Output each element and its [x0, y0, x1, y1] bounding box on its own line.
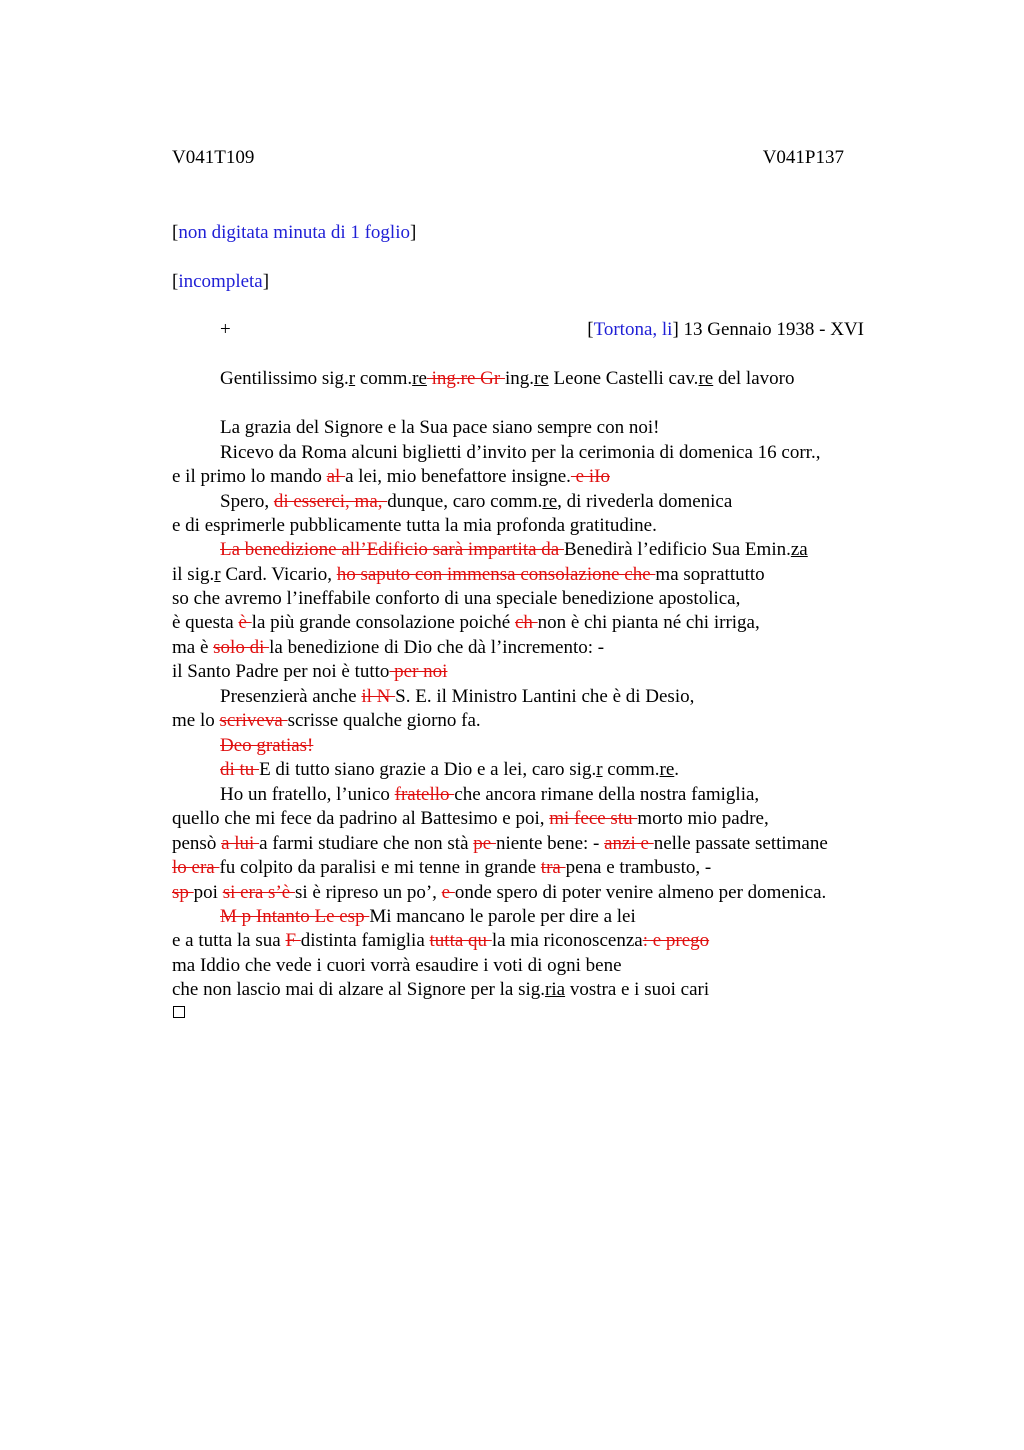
letter-text: e a tutta la sua: [172, 930, 286, 951]
deleted-text: fratello: [394, 784, 455, 805]
letter-text: Benedirà l’edificio Sua Emin.: [563, 539, 791, 560]
underlined-abbrev: r: [214, 564, 221, 585]
letter-text: Leone Castelli cav.: [548, 368, 699, 389]
letter-line: [172, 954, 622, 978]
letter-text: pensò: [172, 833, 222, 854]
letter-text: La grazia del Signore e la Sua pace siano sempre con noi!: [220, 417, 660, 438]
letter-text: S. E. il Ministro Lantini che è di Desio,: [395, 686, 695, 707]
deleted-text: di tu: [220, 759, 260, 780]
deleted-text: e: [441, 882, 455, 903]
letter-line: [172, 832, 828, 856]
letter-text: scrisse qualche giorno fa.: [287, 710, 481, 731]
deleted-text: di esserci, ma,: [273, 491, 388, 512]
note-minuta-text: non digitata minuta di 1 foglio: [178, 222, 410, 243]
letter-text: comm.: [355, 368, 413, 389]
letter-text: Presenzierà anche: [220, 686, 362, 707]
letter-text: non è chi pianta né chi irriga,: [537, 612, 760, 633]
underlined-abbrev: re: [542, 491, 558, 512]
deleted-text: Deo gratias!: [220, 735, 314, 756]
letter-text: quello che mi fece da padrino al Battesimo e poi,: [172, 808, 550, 829]
note-state: [incompleta]: [172, 271, 270, 292]
deleted-text: ho saputo con immensa consolazione che: [336, 564, 656, 585]
dateline: [Tortona, li] 13 Gennaio 1938 - XVI: [587, 319, 864, 340]
letter-text: che ancora rimane della nostra famiglia,: [454, 784, 760, 805]
letter-line: [220, 538, 808, 562]
end-box-mark: [173, 1006, 185, 1018]
letter-line: [220, 441, 820, 465]
letter-line: [172, 929, 709, 953]
letter-line: [220, 416, 659, 440]
letter-text: fu colpito da paralisi e mi tenne in grande: [219, 857, 541, 878]
letter-text: morto mio padre,: [637, 808, 769, 829]
letter-text: onde spero di poter venire almeno per domenica.: [454, 882, 827, 903]
letter-line: [220, 783, 759, 807]
underlined-abbrev: re: [534, 368, 549, 389]
deleted-text: tutta qu: [429, 930, 492, 951]
underlined-abbrev: r: [596, 759, 603, 780]
letter-line: [220, 905, 636, 929]
letter-text: poi: [193, 882, 223, 903]
underlined-abbrev: re: [659, 759, 675, 780]
letter-text: il sig.: [172, 564, 215, 585]
letter-line: [172, 514, 657, 538]
letter-text: , di rivederla domenica: [557, 491, 733, 512]
note-state-text: incompleta: [178, 271, 263, 292]
letter-line: [172, 563, 765, 587]
letter-text: la mia riconoscenza: [491, 930, 643, 951]
deleted-text: lo era: [172, 857, 220, 878]
letter-text: a lei, mio benefattore insigne.: [345, 466, 571, 487]
underlined-abbrev: r: [348, 368, 356, 389]
letter-text: Mi mancano le parole per dire a lei: [369, 906, 636, 927]
underlined-abbrev: ria: [545, 979, 566, 1000]
deleted-text: ing.re Gr: [426, 368, 505, 389]
letter-text: niente bene: -: [495, 833, 605, 854]
letter-line: [172, 978, 709, 1002]
letter-line: [172, 611, 760, 635]
deleted-text: anzi e: [604, 833, 654, 854]
letter-text: Ricevo da Roma alcuni biglietti d’invito per la cerimonia di domenica 16 corr.,: [220, 442, 821, 463]
deleted-text: scriveva: [219, 710, 288, 731]
underlined-abbrev: re: [698, 368, 714, 389]
letter-line: [172, 881, 826, 905]
letter-text: la più grande consolazione poiché: [251, 612, 515, 633]
deleted-text: è: [238, 612, 252, 633]
deleted-text: : e prego: [642, 930, 710, 951]
letter-text: ma soprattutto: [655, 564, 765, 585]
letter-text: Spero,: [220, 491, 274, 512]
letter-line: [220, 758, 679, 782]
deleted-text: al: [326, 466, 346, 487]
date-place: Tortona, li: [593, 319, 673, 340]
letter-text: distinta famiglia: [300, 930, 430, 951]
letter-text: comm.: [602, 759, 660, 780]
letter-line: [172, 636, 604, 660]
letter-text: Gentilissimo sig.: [220, 368, 349, 389]
letter-text: Card. Vicario,: [220, 564, 337, 585]
letter-text: ing.: [504, 368, 535, 389]
date-value: 13 Gennaio 1938 - XVI: [683, 319, 864, 340]
letter-text: a farmi studiare che non stà: [259, 833, 474, 854]
deleted-text: F: [285, 930, 301, 951]
letter-text: .: [674, 759, 680, 780]
letter-line: [172, 807, 769, 831]
letter-text: me lo: [172, 710, 220, 731]
deleted-text: ch: [514, 612, 538, 633]
letter-text: dunque, caro comm.: [387, 491, 543, 512]
letter-line: [220, 367, 794, 391]
letter-line: [172, 660, 447, 684]
letter-line: [220, 685, 694, 709]
letter-line: [172, 856, 711, 880]
letter-text: ma Iddio che vede i cuori vorrà esaudire i voti di ogni bene: [172, 955, 622, 976]
deleted-text: solo di: [213, 637, 270, 658]
letter-line: [220, 734, 313, 758]
letter-text: la benedizione di Dio che dà l’incremento: -: [269, 637, 605, 658]
deleted-text: M p Intanto Le esp: [220, 906, 370, 927]
archive-code-right: V041P137: [762, 147, 844, 168]
letter-text: il Santo Padre per noi è tutto: [172, 661, 390, 682]
letter-text: Ho un fratello, l’unico: [220, 784, 395, 805]
deleted-text: e iIo: [570, 466, 610, 487]
letter-text: e il primo lo mando: [172, 466, 327, 487]
deleted-text: a lui: [221, 833, 260, 854]
letter-text: vostra e i suoi cari: [565, 979, 710, 1000]
letter-text: e di esprimerle pubblicamente tutta la mia profonda gratitudine.: [172, 515, 657, 536]
deleted-text: per noi: [389, 661, 448, 682]
underlined-abbrev: za: [790, 539, 808, 560]
underlined-abbrev: re: [412, 368, 427, 389]
letter-text: nelle passate settimane: [653, 833, 828, 854]
deleted-text: pe: [473, 833, 496, 854]
archive-code-left: V041T109: [172, 147, 255, 168]
deleted-text: mi fece stu: [549, 808, 638, 829]
letter-line: [172, 587, 740, 611]
letter-line: [220, 490, 732, 514]
letter-text: ma è: [172, 637, 214, 658]
letter-text: si è ripreso un po’,: [294, 882, 442, 903]
cross-mark: +: [220, 319, 231, 340]
deleted-text: tra: [540, 857, 566, 878]
deleted-text: sp: [172, 882, 194, 903]
deleted-text: il N: [361, 686, 396, 707]
letter-line: [172, 709, 481, 733]
letter-text: so che avremo l’ineffabile conforto di una speciale benedizione apostolica,: [172, 588, 741, 609]
letter-line: [172, 465, 610, 489]
letter-text: è questa: [172, 612, 239, 633]
letter-text: che non lascio mai di alzare al Signore per la sig.: [172, 979, 546, 1000]
letter-text: pena e trambusto, -: [565, 857, 712, 878]
letter-text: E di tutto siano grazie a Dio e a lei, caro sig.: [259, 759, 597, 780]
deleted-text: si era s’è: [222, 882, 295, 903]
deleted-text: La benedizione all’Edificio sarà impartita da: [220, 539, 564, 560]
letter-text: del lavoro: [713, 368, 795, 389]
note-minuta: [non digitata minuta di 1 foglio]: [172, 222, 417, 243]
